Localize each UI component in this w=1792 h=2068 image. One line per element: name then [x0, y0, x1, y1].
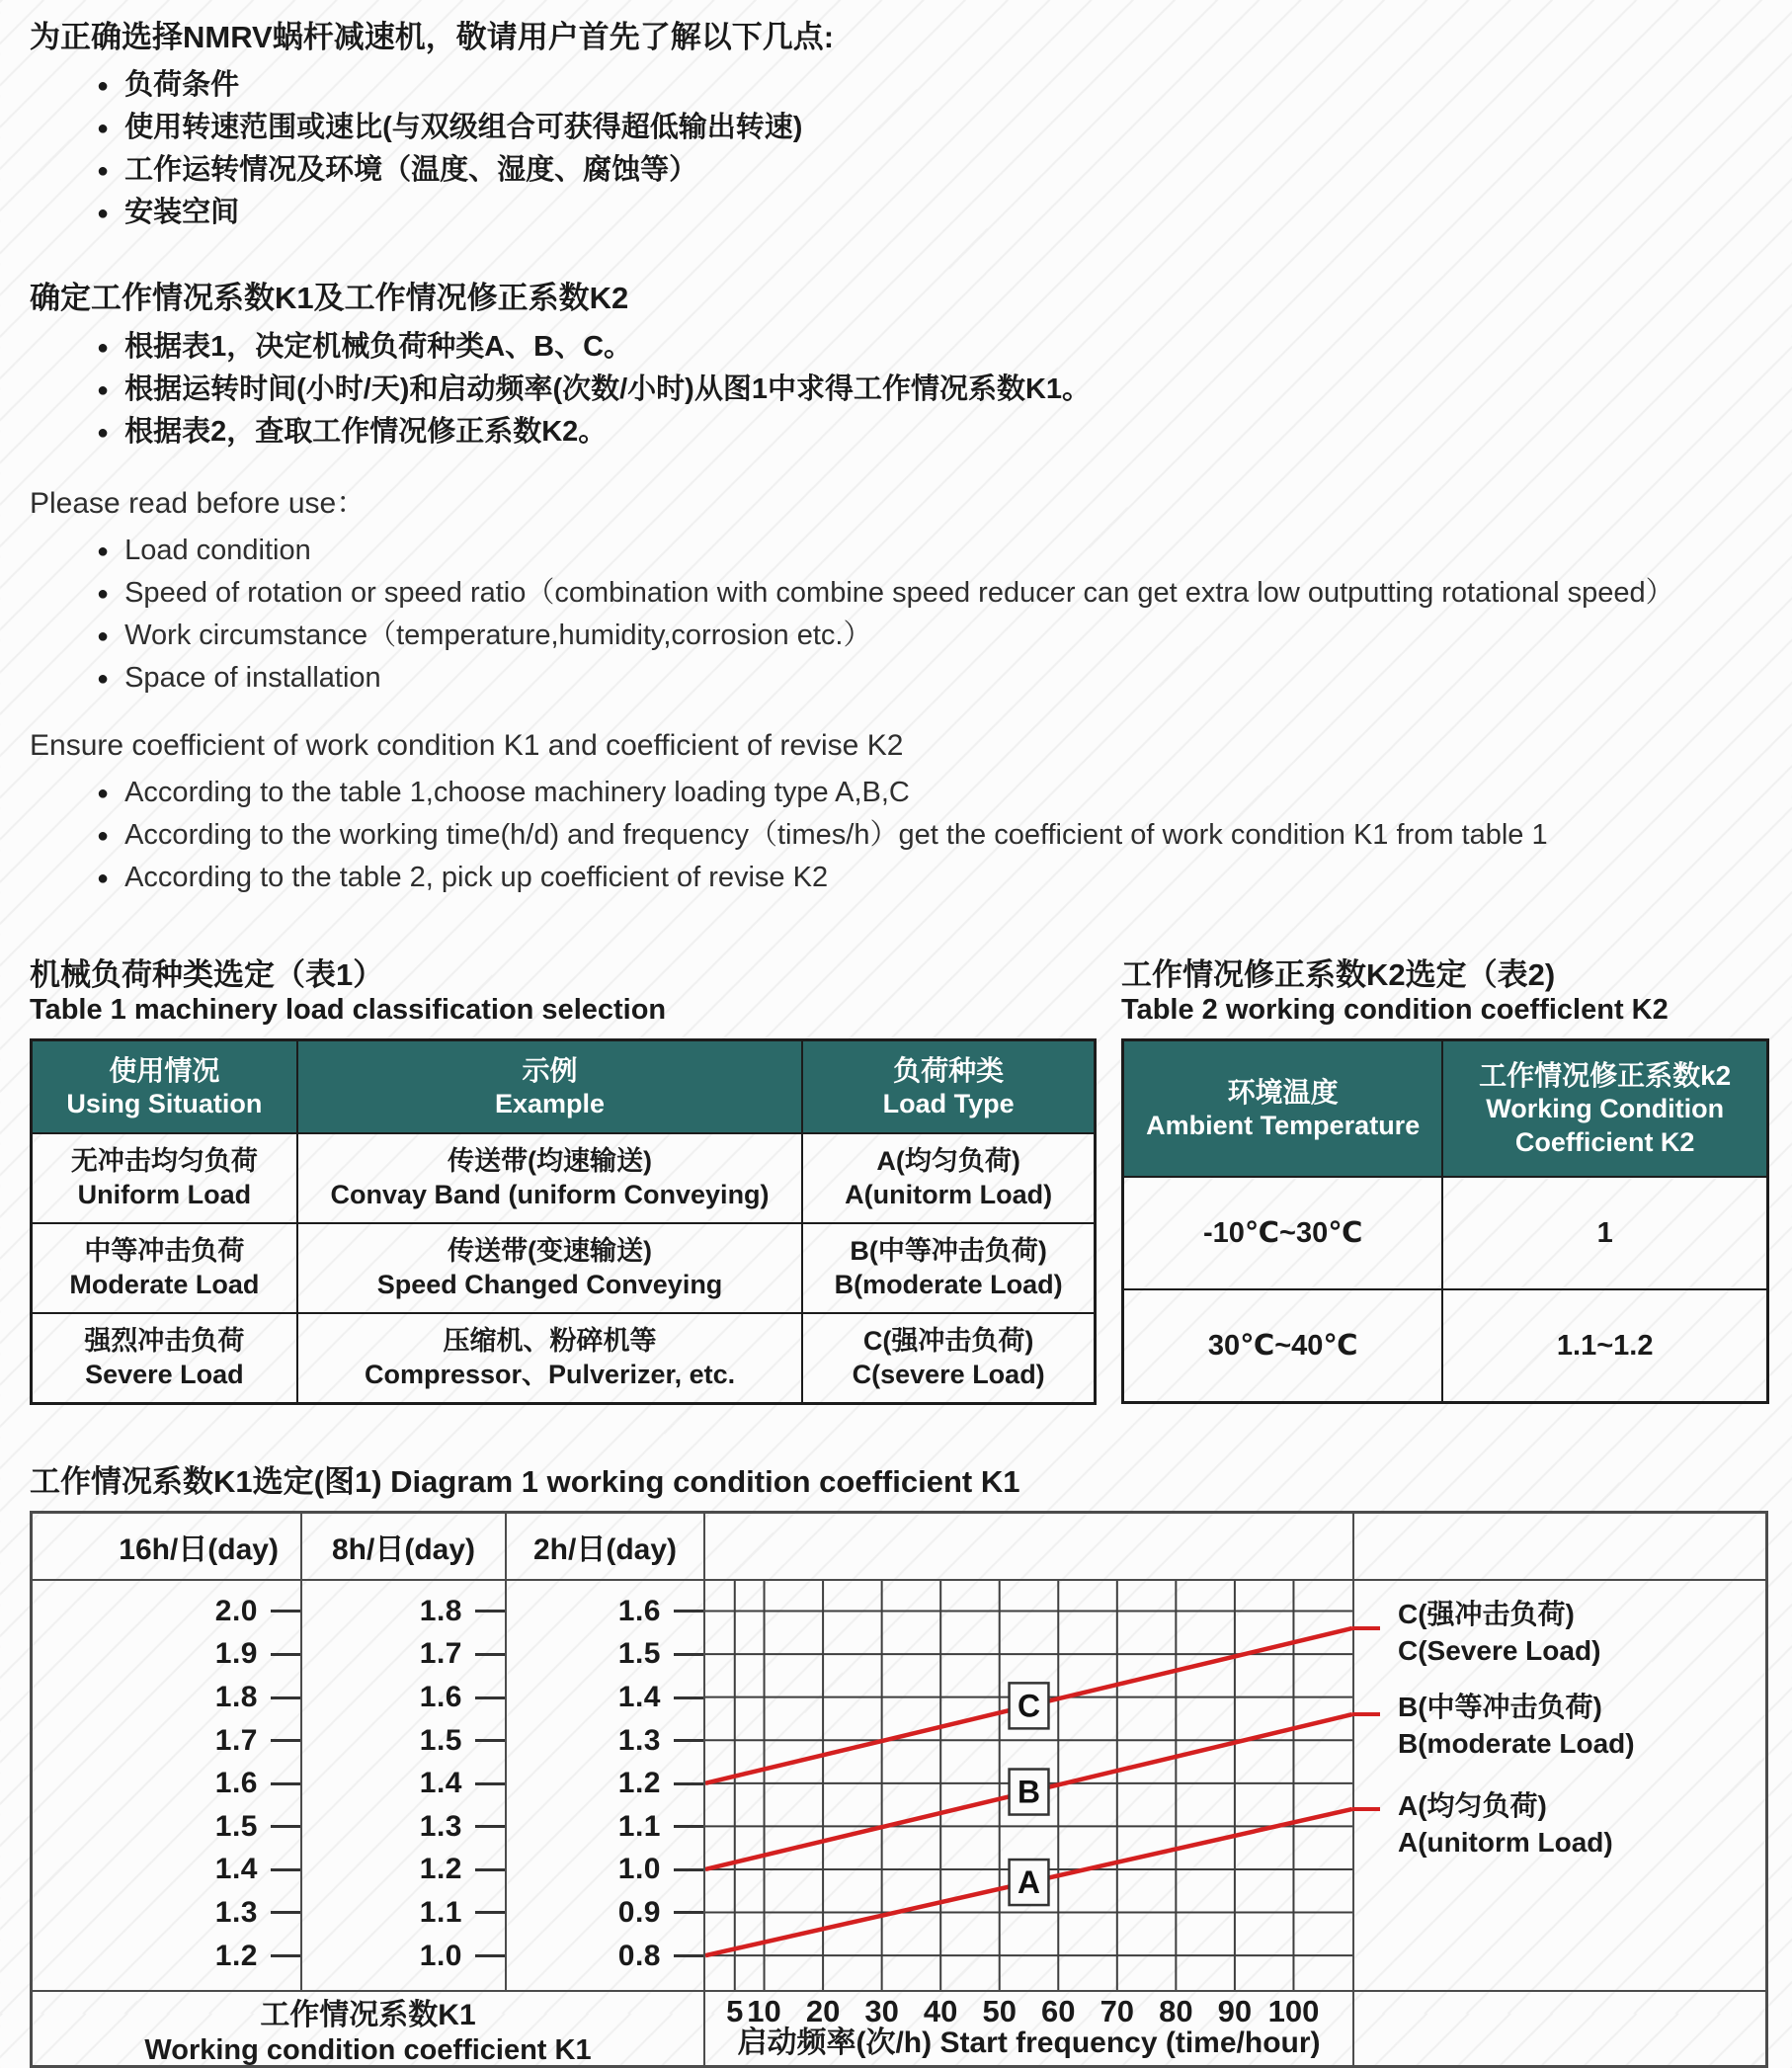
y-tick [420, 1767, 505, 1800]
column-header-8h: 8h/日(day) [302, 1514, 507, 1581]
y-tick-value: 1.5 [214, 1809, 258, 1843]
legend-label-cn: A(均匀负荷) [1398, 1790, 1547, 1822]
cell-text-en: Compressor、Pulverizer, etc. [364, 1359, 736, 1389]
tick-dash [271, 1825, 300, 1828]
tick-dash [674, 1868, 703, 1871]
bullet-icon: ● [97, 160, 110, 183]
k1-axis-caption [33, 1990, 705, 2065]
list-item [30, 815, 1768, 858]
y-tick-value: 1.3 [419, 1809, 462, 1843]
bullet-text: 工作运转情况及环境（温度、湿度、腐蚀等） [124, 154, 698, 187]
y-tick [215, 1896, 300, 1930]
tick-dash [674, 1954, 703, 1957]
x-axis-label: 启动频率(次/h) Start frequency (time/hour) [737, 2027, 1321, 2060]
list-item [30, 412, 1768, 455]
k1-caption-cn: 工作情况系数K1 [260, 1999, 476, 2032]
table2-block [1121, 957, 1769, 1406]
header-text-en: Load Type [882, 1089, 1015, 1119]
tick-dash [674, 1825, 703, 1828]
table-header-row [1123, 1040, 1768, 1178]
cell-text-en: Severe Load [85, 1359, 244, 1389]
y-tick-value: 1.0 [617, 1853, 661, 1886]
list-item [30, 531, 1768, 573]
diagram-title: 工作情况系数K1选定(图1) Diagram 1 working condition coefficient K1 [30, 1464, 1020, 1500]
plot-header-spacer [705, 1514, 1354, 1581]
bullet-icon: ● [97, 624, 110, 647]
bullet-icon: ● [97, 336, 110, 359]
y-tick-value: 1.4 [617, 1681, 661, 1714]
cell-text: 30℃~40℃ [1207, 1330, 1358, 1363]
y-tick [420, 1637, 505, 1671]
column-header-16h: 16h/日(day) [33, 1514, 302, 1581]
cell-text: 1 [1596, 1217, 1613, 1250]
bullet-text: According to the table 1,choose machinery loading type A,B,C [124, 776, 910, 808]
legend-label-en: B(moderate Load) [1398, 1728, 1635, 1760]
y-tick-value: 1.7 [214, 1723, 258, 1757]
legend-footer-spacer [1354, 1990, 1765, 2065]
table2-title-en: Table 2 working condition coefficlent K2 [1121, 994, 1669, 1027]
x-tick-30: 30 [864, 1994, 899, 2029]
header-text-cn: 工作情况修正系数k2 [1479, 1060, 1732, 1092]
cell-load-type [802, 1223, 1095, 1313]
cell-k2-value [1442, 1177, 1767, 1289]
coeff-en-title: Ensure coefficient of work condition K1 and coefficient of revise K2 [30, 728, 904, 762]
cell-text-en: B(moderate Load) [834, 1269, 1063, 1299]
cell-text-cn: 传送带(均速输送) [448, 1146, 653, 1177]
tick-dash [271, 1782, 300, 1785]
cell-text-en: Convay Band (uniform Conveying) [330, 1179, 770, 1209]
series-label-box-b [1010, 1770, 1049, 1815]
y-tick [618, 1681, 703, 1714]
x-tick-100: 100 [1267, 1994, 1320, 2029]
cell-text-cn: C(强冲击负荷) [862, 1326, 1034, 1357]
tick-dash [475, 1868, 505, 1871]
table-row [32, 1223, 1096, 1313]
bullet-text: 根据表1，决定机械负荷种类A、B、C。 [124, 330, 633, 363]
y-tick-value: 1.2 [419, 1853, 462, 1886]
tick-dash [271, 1696, 300, 1699]
cell-text-cn: 无冲击均匀负荷 [70, 1146, 258, 1177]
header-text-en: Coefficient K2 [1514, 1126, 1695, 1157]
y-tick-value: 1.3 [617, 1723, 661, 1757]
y-tick [420, 1896, 505, 1930]
y-tick [420, 1681, 505, 1714]
tick-dash [674, 1911, 703, 1914]
list-item [30, 327, 1768, 370]
machinery-load-table [30, 1038, 1097, 1405]
tick-dash [271, 1911, 300, 1914]
svg-text:A: A [1017, 1864, 1041, 1901]
x-tick-40: 40 [923, 1994, 958, 2029]
legend-label-cn: C(强冲击负荷) [1398, 1599, 1575, 1630]
list-item [30, 108, 1768, 150]
y-tick [215, 1853, 300, 1886]
tick-dash [674, 1610, 703, 1613]
header-text-en: Ambient Temperature [1146, 1111, 1421, 1141]
bullet-text: According to the working time(h/d) and frequency（times/h）get the coefficient of work condition K1 from table 1 [124, 818, 1548, 851]
table-row [32, 1313, 1096, 1404]
y-tick-value: 1.4 [214, 1853, 258, 1886]
series-label-box-a [1010, 1860, 1049, 1905]
legend-entry-c [1398, 1597, 1600, 1670]
table-row [32, 1133, 1096, 1223]
bullet-icon: ● [97, 782, 110, 804]
bullet-text: 根据运转时间(小时/天)和启动频率(次数/小时)从图1中求得工作情况系数K1。 [124, 372, 1092, 405]
tick-dash [475, 1653, 505, 1656]
table1-title-en: Table 1 machinery load classification selection [30, 994, 667, 1027]
tick-dash [674, 1653, 703, 1656]
series-line-stub-c [1352, 1626, 1380, 1630]
y-tick [420, 1853, 505, 1886]
intro-section-cn [30, 18, 1768, 235]
header-text-cn: 环境温度 [1227, 1077, 1339, 1109]
y-axis-8h [302, 1581, 507, 1990]
y-axis-2h [507, 1581, 705, 1990]
table2-title [1121, 957, 1769, 1028]
tick-dash [271, 1653, 300, 1656]
coeff-cn-title: 确定工作情况系数K1及工作情况修正系数K2 [30, 281, 629, 316]
table1-title [30, 957, 1097, 1028]
header-text-cn: 负荷种类 [893, 1055, 1005, 1087]
bullet-icon: ● [97, 378, 110, 401]
tick-dash [475, 1954, 505, 1957]
tick-dash [475, 1610, 505, 1613]
intro-section-en [30, 484, 1768, 701]
table-row [1123, 1289, 1768, 1403]
y-tick-value: 1.2 [617, 1767, 661, 1800]
cell-text-en: A(unitorm Load) [845, 1179, 1053, 1209]
bullet-text: Space of installation [124, 661, 381, 694]
tick-dash [271, 1739, 300, 1742]
header-using-situation [32, 1040, 297, 1134]
svg-text:C: C [1017, 1688, 1041, 1724]
tables-row [30, 957, 1768, 1406]
table2-title-cn: 工作情况修正系数K2选定（表2) [1121, 956, 1556, 992]
list-item [30, 658, 1768, 701]
y-tick [618, 1853, 703, 1886]
column-header-2h: 2h/日(day) [507, 1514, 705, 1581]
y-tick [215, 1940, 300, 1973]
list-item [30, 65, 1768, 108]
legend-label-en: A(unitorm Load) [1398, 1827, 1613, 1859]
tick-dash [475, 1782, 505, 1785]
header-text-cn: 使用情况 [109, 1055, 220, 1087]
x-axis [705, 1990, 1354, 2065]
bullet-icon: ● [97, 867, 110, 889]
x-tick-50: 50 [982, 1994, 1017, 2029]
legend-entry-a [1398, 1788, 1613, 1861]
x-tick-90: 90 [1217, 1994, 1253, 2029]
working-condition-k2-table [1121, 1038, 1769, 1404]
bullet-icon: ● [97, 75, 110, 98]
series-label-box-c [1010, 1684, 1049, 1729]
bullet-text: According to the table 2, pick up coefficient of revise K2 [124, 861, 829, 893]
intro-cn-title: 为正确选择NMRV蜗杆减速机，敬请用户首先了解以下几点: [30, 20, 835, 54]
header-text-en: Working Condition [1486, 1094, 1725, 1124]
legend [1354, 1581, 1765, 1990]
cell-text-en: Speed Changed Conveying [376, 1269, 723, 1299]
legend-label-en: C(Severe Load) [1398, 1635, 1601, 1667]
list-item [30, 616, 1768, 658]
bullet-icon: ● [97, 824, 110, 847]
list-item [30, 573, 1768, 616]
k1-chart [705, 1581, 1352, 1990]
tick-dash [475, 1911, 505, 1914]
y-tick-value: 1.2 [214, 1939, 258, 1972]
plot-area [705, 1581, 1354, 1990]
cell-situation [32, 1223, 297, 1313]
y-tick-value: 1.5 [419, 1723, 462, 1757]
bullet-text: 根据表2，查取工作情况修正系数K2。 [124, 415, 608, 448]
coefficient-section-cn [30, 279, 1768, 454]
bullet-icon: ● [97, 667, 110, 690]
y-axis-16h [33, 1581, 302, 1990]
y-tick-value: 1.3 [214, 1895, 258, 1929]
y-tick-value: 1.1 [419, 1895, 462, 1929]
header-text-cn: 示例 [522, 1055, 578, 1087]
y-tick [618, 1637, 703, 1671]
tick-dash [674, 1782, 703, 1785]
cell-load-type [802, 1133, 1095, 1223]
y-tick [618, 1810, 703, 1844]
header-text-en: Example [495, 1089, 606, 1119]
y-tick-value: 2.0 [214, 1594, 258, 1627]
bullet-icon: ● [97, 118, 110, 140]
tick-dash [475, 1696, 505, 1699]
y-tick-value: 1.0 [419, 1939, 462, 1972]
cell-example [297, 1133, 803, 1223]
cell-example [297, 1223, 803, 1313]
coefficient-section-en [30, 726, 1768, 900]
cell-situation [32, 1313, 297, 1404]
list-item [30, 773, 1768, 815]
k1-caption-en: Working condition coefficient K1 [144, 2034, 592, 2067]
header-load-type [802, 1040, 1095, 1134]
y-tick [420, 1810, 505, 1844]
y-tick-value: 0.9 [617, 1895, 661, 1929]
cell-text-cn: A(均匀负荷) [876, 1146, 1020, 1177]
cell-text-cn: 中等冲击负荷 [84, 1236, 245, 1267]
cell-text-cn: 强烈冲击负荷 [84, 1326, 245, 1357]
tick-dash [271, 1868, 300, 1871]
cell-text-cn: 压缩机、粉碎机等 [443, 1326, 657, 1357]
series-line-stub-b [1352, 1712, 1380, 1716]
series-line-stub-a [1352, 1807, 1380, 1811]
table-row [1123, 1177, 1768, 1289]
tick-dash [475, 1825, 505, 1828]
header-k2-coefficient [1442, 1040, 1767, 1178]
list-item [30, 193, 1768, 235]
y-tick [618, 1940, 703, 1973]
y-tick-value: 1.6 [214, 1767, 258, 1800]
cell-text-cn: 传送带(变速输送) [448, 1236, 653, 1267]
intro-en-title: Please read before use： [30, 486, 367, 520]
x-tick-80: 80 [1159, 1994, 1193, 2029]
bullet-icon: ● [97, 421, 110, 444]
x-tick-20: 20 [805, 1994, 841, 2029]
legend-entry-b [1398, 1690, 1635, 1763]
header-text-en: Using Situation [66, 1089, 263, 1119]
cell-temperature [1123, 1289, 1443, 1403]
table1-block [30, 957, 1097, 1406]
y-tick-value: 1.5 [617, 1637, 661, 1671]
cell-text: 1.1~1.2 [1556, 1330, 1654, 1363]
y-tick [618, 1595, 703, 1628]
y-tick [215, 1595, 300, 1628]
y-tick [420, 1724, 505, 1758]
x-tick-10: 10 [747, 1994, 781, 2029]
tick-dash [674, 1696, 703, 1699]
bullet-icon: ● [97, 539, 110, 562]
cell-example [297, 1313, 803, 1404]
tick-dash [271, 1954, 300, 1957]
tick-dash [475, 1739, 505, 1742]
y-tick [618, 1896, 703, 1930]
y-tick-value: 0.8 [617, 1939, 661, 1972]
cell-k2-value [1442, 1289, 1767, 1403]
list-item [30, 858, 1768, 900]
y-tick-value: 1.9 [214, 1637, 258, 1671]
header-example [297, 1040, 803, 1134]
y-tick-value: 1.1 [617, 1809, 661, 1843]
svg-text:B: B [1017, 1774, 1041, 1810]
y-tick [420, 1940, 505, 1973]
table-header-row [32, 1040, 1096, 1134]
list-item [30, 150, 1768, 193]
cell-situation [32, 1133, 297, 1223]
y-tick [215, 1767, 300, 1800]
y-tick [215, 1724, 300, 1758]
bullet-text: 负荷条件 [124, 69, 240, 102]
y-tick-value: 1.8 [214, 1681, 258, 1714]
cell-text-en: Moderate Load [69, 1269, 260, 1299]
y-tick-value: 1.6 [419, 1681, 462, 1714]
tick-dash [271, 1610, 300, 1613]
bullet-icon: ● [97, 582, 110, 605]
bullet-text: Speed of rotation or speed ratio（combination with combine speed reducer can get extra low outputting rotational speed） [124, 576, 1674, 609]
legend-label-cn: B(中等冲击负荷) [1398, 1692, 1602, 1723]
y-tick-value: 1.7 [419, 1637, 462, 1671]
cell-text-en: Uniform Load [77, 1179, 252, 1209]
x-tick-70: 70 [1100, 1994, 1135, 2029]
y-tick [215, 1681, 300, 1714]
cell-text-en: C(severe Load) [852, 1359, 1045, 1389]
bullet-text: 安装空间 [124, 197, 240, 229]
bullet-text: Load condition [124, 534, 311, 566]
legend-header-spacer [1354, 1514, 1765, 1581]
y-tick-value: 1.4 [419, 1767, 462, 1800]
header-ambient-temperature [1123, 1040, 1443, 1178]
y-tick [618, 1724, 703, 1758]
x-tick-60: 60 [1041, 1994, 1076, 2029]
y-tick-value: 1.6 [617, 1594, 661, 1627]
y-tick [420, 1595, 505, 1628]
table1-title-cn: 机械负荷种类选定（表1） [30, 956, 384, 992]
cell-text: -10℃~30℃ [1203, 1217, 1363, 1250]
y-tick [618, 1767, 703, 1800]
list-item [30, 370, 1768, 412]
x-tick-5: 5 [726, 1994, 744, 2029]
bullet-text: 使用转速范围或速比(与双级组合可获得超低输出转速) [124, 112, 803, 144]
y-tick [215, 1637, 300, 1671]
bullet-text: Work circumstance（temperature,humidity,corrosion etc.） [124, 619, 872, 651]
cell-temperature [1123, 1177, 1443, 1289]
tick-dash [674, 1739, 703, 1742]
bullet-icon: ● [97, 203, 110, 225]
cell-load-type [802, 1313, 1095, 1404]
k1-diagram [30, 1511, 1768, 2068]
cell-text-cn: B(中等冲击负荷) [850, 1236, 1047, 1267]
y-tick-value: 1.8 [419, 1594, 462, 1627]
y-tick [215, 1810, 300, 1844]
